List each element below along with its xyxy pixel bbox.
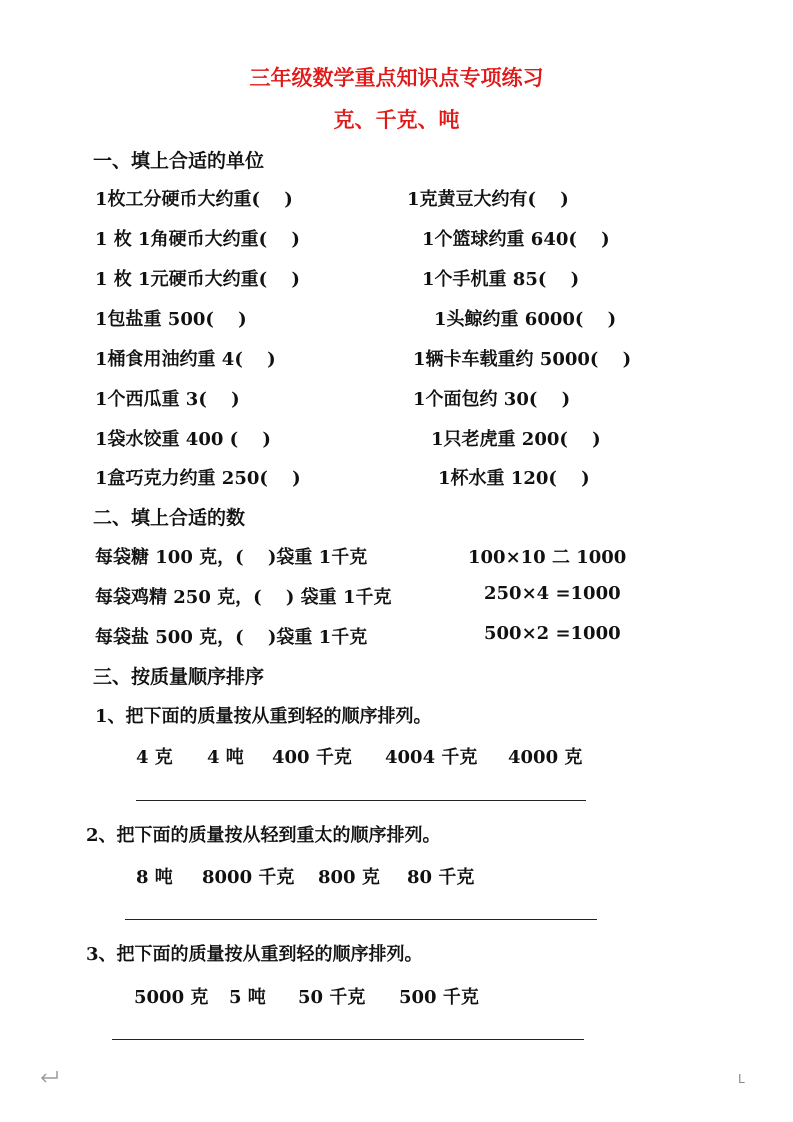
s2-row-calc: 100×10 二 1000 [468, 547, 627, 568]
s3-item: 50 千克 [298, 987, 366, 1008]
s2-row-text: 每袋鸡精 250 克，( ) 袋重 1千克 [95, 587, 392, 608]
s3-item: 5000 克 [134, 987, 209, 1008]
s3-item: 80 千克 [407, 867, 475, 888]
s1-right-item: 1个篮球约重 640( ) [422, 229, 610, 250]
s1-right-item: 1杯水重 120( ) [438, 468, 590, 489]
s1-left-item: 1盒巧克力约重 250( ) [95, 468, 301, 489]
return-arrow-icon [38, 1068, 60, 1082]
s3-item: 4 克 [136, 747, 173, 768]
section-2-heading: 二、填上合适的数 [93, 507, 246, 529]
s3-item: 8 吨 [136, 867, 173, 888]
answer-line [112, 1039, 584, 1040]
s3-item: 4000 克 [508, 747, 583, 768]
s1-left-item: 1个西瓜重 3( ) [95, 389, 240, 410]
s1-left-item: 1包盐重 500( ) [95, 309, 247, 330]
s1-right-item: 1个面包约 30( ) [413, 389, 571, 410]
s3-item: 8000 千克 [202, 867, 295, 888]
s2-row-text: 每袋糖 100 克，( )袋重 1千克 [95, 547, 368, 568]
section-1-heading: 一、填上合适的单位 [93, 150, 265, 172]
s1-right-item: 1个手机重 85( ) [422, 269, 580, 290]
s2-row-calc: 500×2 =1000 [484, 623, 621, 644]
s1-right-item: 1头鲸约重 6000( ) [434, 309, 617, 330]
s3-item: 400 千克 [272, 747, 352, 768]
s1-right-item: 1克黄豆大约有( ) [407, 189, 569, 210]
s2-row-calc: 250×4 =1000 [484, 583, 621, 604]
s3-item: 4004 千克 [385, 747, 478, 768]
s1-right-item: 1只老虎重 200( ) [431, 429, 601, 450]
s1-left-item: 1 枚 1角硬币大约重( ) [95, 229, 300, 250]
page-title: 三年级数学重点知识点专项练习 [249, 65, 544, 90]
s3-question-prompt: 1、把下面的质量按从重到轻的顺序排列。 [95, 706, 432, 727]
s3-item: 800 克 [318, 867, 380, 888]
s3-item: 4 吨 [207, 747, 244, 768]
s3-question-prompt: 2、把下面的质量按从轻到重太的顺序排列。 [86, 825, 441, 846]
s1-left-item: 1桶食用油约重 4( ) [95, 349, 276, 370]
section-3-heading: 三、按质量顺序排序 [93, 666, 265, 688]
s1-left-item: 1枚工分硬币大约重( ) [95, 189, 293, 210]
s3-item: 5 吨 [229, 987, 266, 1008]
s1-right-item: 1辆卡车载重约 5000( ) [413, 349, 632, 370]
s3-question-prompt: 3、把下面的质量按从重到轻的顺序排列。 [86, 944, 423, 965]
s1-left-item: 1 枚 1元硬币大约重( ) [95, 269, 300, 290]
s3-item: 500 千克 [399, 987, 479, 1008]
answer-line [125, 919, 597, 920]
s1-left-item: 1袋水饺重 400 ( ) [95, 429, 271, 450]
answer-line [136, 800, 586, 801]
page-subtitle: 克、千克、吨 [333, 107, 460, 132]
footer-mark: L [738, 1072, 745, 1086]
s2-row-text: 每袋盐 500 克，( )袋重 1千克 [95, 627, 368, 648]
